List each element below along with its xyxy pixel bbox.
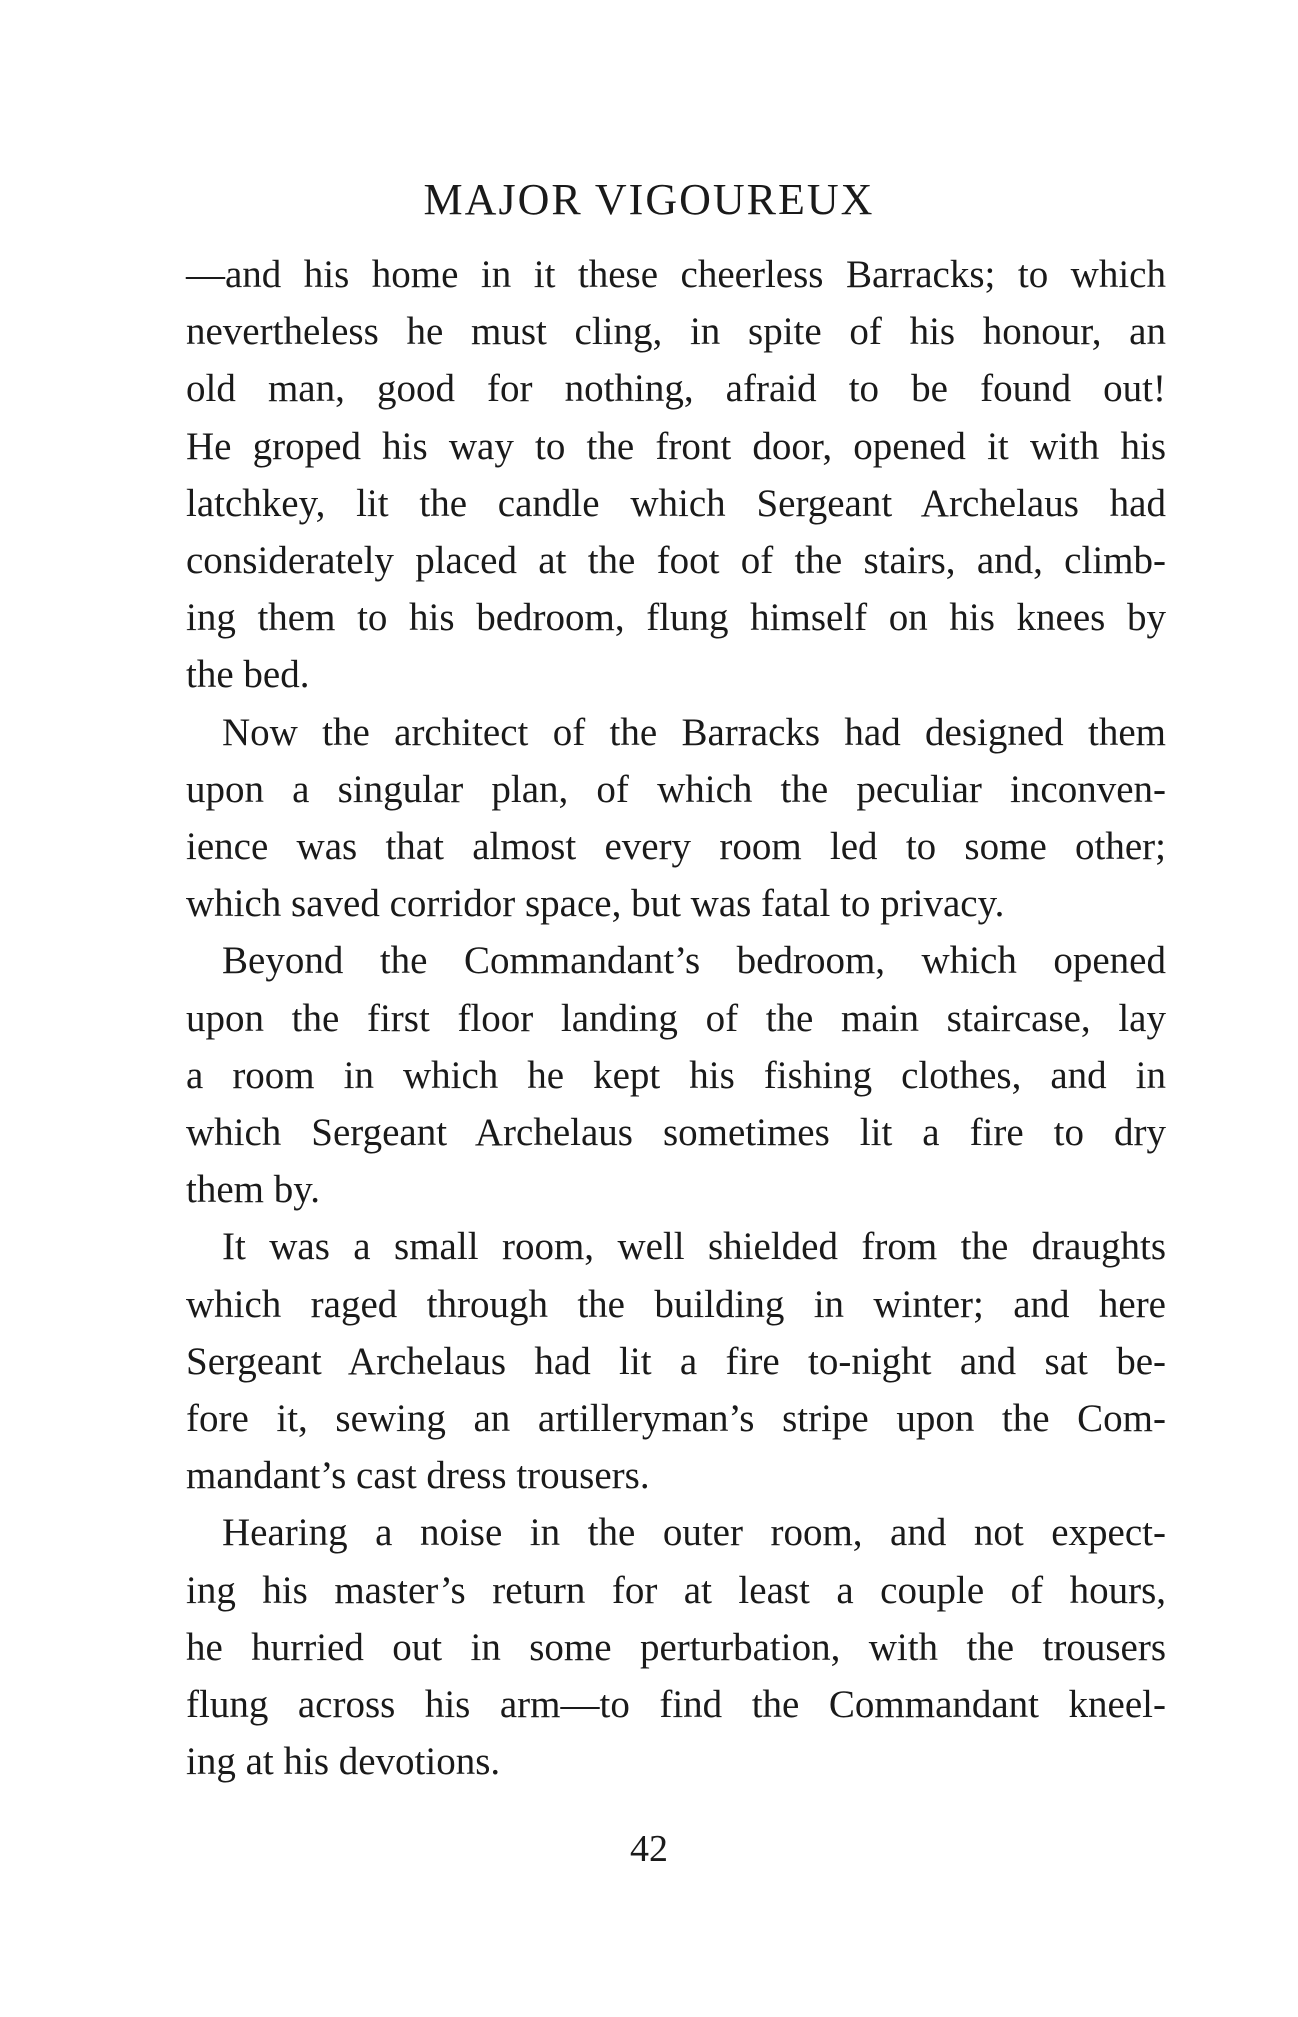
text-line: he hurried out in some perturbation, with the trousers <box>186 1625 1166 1669</box>
body-text <box>186 246 1166 1790</box>
text-line: Sergeant Archelaus had lit a fire to-night and sat be- <box>186 1339 1166 1383</box>
paragraph <box>186 1504 1166 1790</box>
text-line: —and his home in it these cheerless Barracks; to which <box>186 253 1166 296</box>
text-line: ing at his devotions. <box>186 1740 501 1784</box>
text-line: flung across his arm—to find the Commandant kneel- <box>186 1683 1166 1727</box>
paragraph <box>186 246 1166 704</box>
text-line: fore it, sewing an artilleryman’s stripe upon the Com- <box>186 1397 1166 1441</box>
text-line: a room in which he kept his fishing clothes, and in <box>186 1053 1166 1097</box>
text-line: old man, good for nothing, afraid to be found out! <box>186 367 1166 411</box>
text-line: Beyond the Commandant’s bedroom, which opened <box>222 939 1166 983</box>
text-line: He groped his way to the front door, opened it with his <box>186 424 1166 468</box>
text-line: upon the first floor landing of the main staircase, lay <box>186 996 1166 1040</box>
text-line: mandant’s cast dress trousers. <box>186 1454 650 1498</box>
text-line: ing them to his bedroom, flung himself on his knees by <box>186 596 1166 640</box>
text-line: latchkey, lit the candle which Sergeant Archelaus had <box>186 481 1166 525</box>
text-line: upon a singular plan, of which the peculiar inconven- <box>186 767 1166 811</box>
text-line: which raged through the building in winter; and here <box>186 1282 1166 1326</box>
text-line: considerately placed at the foot of the stairs, and, climb- <box>186 539 1166 583</box>
text-line: which saved corridor space, but was fatal to privacy. <box>186 882 1005 926</box>
text-line: which Sergeant Archelaus sometimes lit a fire to dry <box>186 1111 1166 1155</box>
text-line: Hearing a noise in the outer room, and not expect- <box>222 1511 1166 1555</box>
paragraph <box>186 704 1166 933</box>
text-line: the bed. <box>186 653 310 697</box>
text-line: them by. <box>186 1168 320 1212</box>
text-line: ience was that almost every room led to some other; <box>186 825 1166 869</box>
page-number: 42 <box>630 1828 668 1870</box>
text-line: ing his master’s return for at least a couple of hours, <box>186 1568 1166 1612</box>
text-line: Now the architect of the Barracks had designed them <box>222 710 1166 754</box>
text-line: It was a small room, well shielded from the draughts <box>222 1225 1166 1269</box>
text-line: nevertheless he must cling, in spite of his honour, an <box>186 310 1166 354</box>
paragraph <box>186 932 1166 1218</box>
running-head: MAJOR VIGOUREUX <box>423 175 875 224</box>
paragraph <box>186 1218 1166 1504</box>
